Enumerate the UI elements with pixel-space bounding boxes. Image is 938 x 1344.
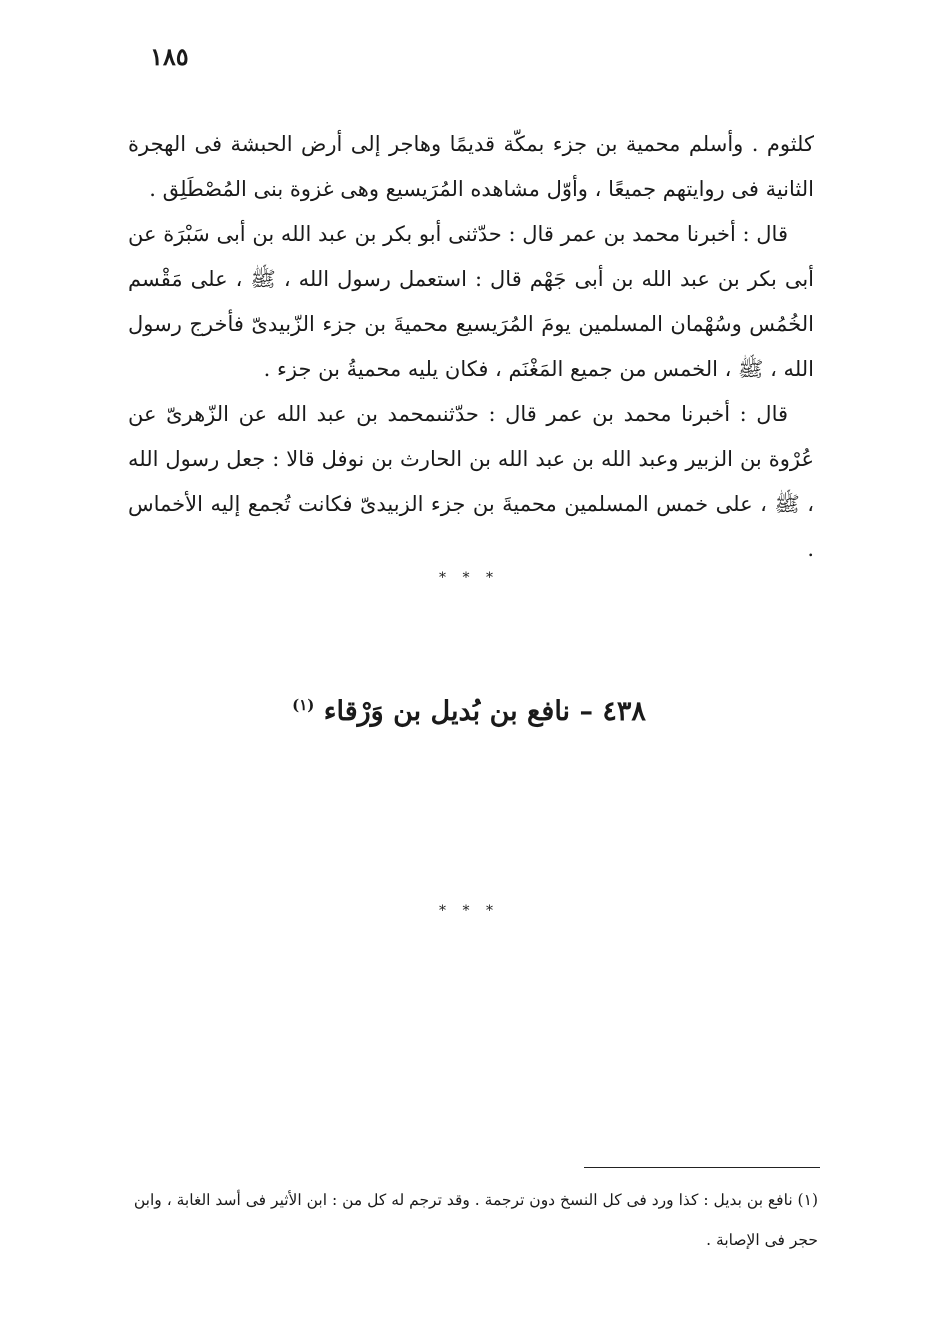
paragraph-2: قال : أخبرنا محمد بن عمر قال : حدّثنى أبو بكر بن عبد الله بن أبى سَبْرَة عن أبى بكر بن عبد الله بن أبى جَهْم قال : استعمل رسول الله ، ﷺ ، على مَقْسم الخُمُس وسُهْمان المسلمين يومَ المُرَيسيع محميةَ بن جزء الزّبيدىّ فأخرج رسول الله ، ﷺ ، الخمس من جميع المَغْنَم ، فكان يليه محميةُ بن جزء .	[128, 222, 814, 381]
footnotes	[128, 1180, 818, 1260]
section-title: نافع بن بُديل بن وَرْقاء	[323, 696, 571, 727]
section-separator: * * *	[439, 570, 499, 586]
section-separator: * * *	[439, 903, 499, 919]
section-heading	[0, 696, 938, 727]
paragraph-1: كلثوم . وأسلم محمية بن جزء بمكّة قديمًا وهاجر إلى أرض الحبشة فى الهجرة الثانية فى روايتهم جميعًا ، وأوّل مشاهده المُرَيسيع وهى غزوة بنى المُصْطَلِق .	[128, 132, 814, 201]
section-dash: –	[579, 696, 593, 727]
footnote-divider	[584, 1167, 820, 1168]
footnote-1: (١) نافع بن بديل : كذا ورد فى كل النسخ دون ترجمة . وقد ترجم له كل من : ابن الأثير فى أسد الغابة ، وابن حجر فى الإصابة .	[133, 1191, 818, 1249]
paragraph-3: قال : أخبرنا محمد بن عمر قال : حدّثنىمحمد بن عبد الله عن الزّهرىّ عن عُرْوة بن الزبير وعبد الله بن عبد الله بن الحارث بن نوفل قالا : جعل رسول الله ، ﷺ ، على خمس المسلمين محميةَ بن جزء الزبيدىّ فكانت تُجمع إليه الأخماس .	[128, 402, 814, 561]
page-number: ١٨٥	[150, 42, 189, 71]
footnote-reference: (١)	[292, 696, 315, 714]
section-number: ٤٣٨	[602, 696, 646, 727]
body-text	[128, 122, 814, 572]
